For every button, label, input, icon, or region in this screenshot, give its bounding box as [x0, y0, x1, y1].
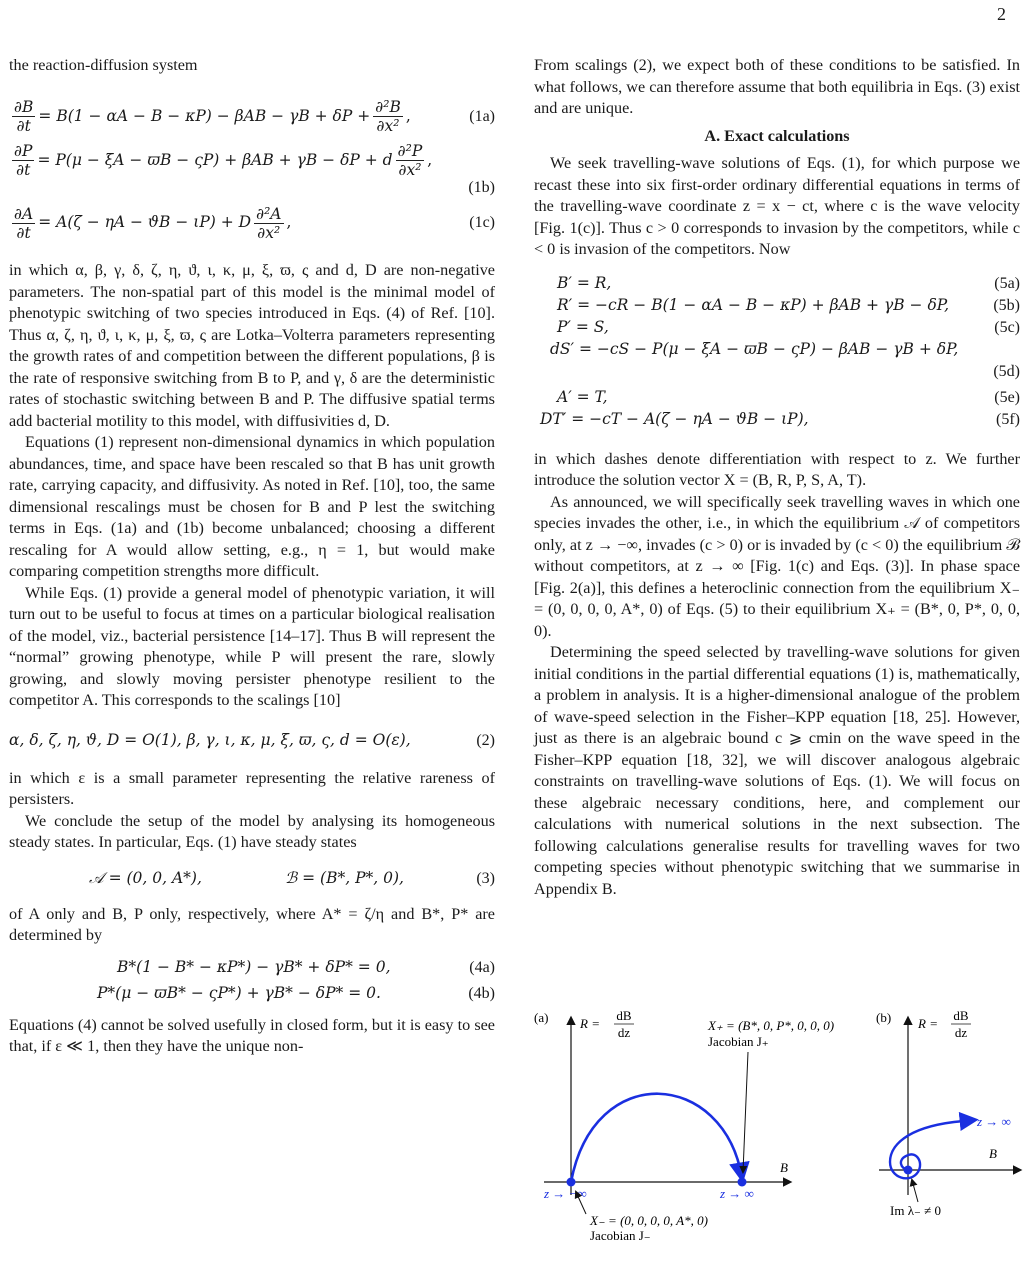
left-column [9, 55, 495, 1058]
panel-b-label: (b) [876, 1010, 892, 1025]
eq-5a: B′ = R, [557, 273, 612, 292]
page-number: 2 [997, 4, 1006, 24]
heteroclinic-orbit [571, 1094, 742, 1182]
eq-number: (5c) [994, 318, 1020, 336]
figure-2 [534, 1000, 1024, 1250]
frac-num-b: dB [953, 1008, 969, 1023]
paragraph: Equations (1) represent non-dimensional dynamics in which population abundances, time, and space have been rescaled so that B has unit growth rate, carrying capacity, and diffusivity. As noted in Ref. [10], too, the same dimensional rescalings must be chosen for B and P lest the switching terms in Eqs. (1a) and (1b) become unbalanced; choosing a different rescaling for A would allow setting, e.g., η = 1, but would make comparing competition strengths more difficult. [9, 433, 495, 580]
eq-5f: DT′ = −cT − A(ζ − ηA − ϑB − ιP), [540, 409, 809, 428]
eq-number: (5b) [993, 296, 1020, 314]
z-plus-label-b: z → ∞ [977, 1114, 1011, 1129]
x-minus-label: X₋ = (0, 0, 0, 0, A*, 0) [590, 1213, 708, 1228]
eq-5b: R′ = −cR − B(1 − αA − B − κP) + βAB + γB − δP, [557, 295, 949, 314]
eq-1a-number: (1a) [469, 107, 495, 125]
paragraph: in which ε is a small parameter representing the relative rareness of persisters. [9, 768, 495, 808]
paragraph: We seek travelling-wave solutions of Eqs. (1), for which purpose we recast these into six first-order ordinary differential equations in terms of the travelling-wave coordinate z = x − ct, where c is the wave velocity [Fig. 1(c)]. Thus c > 0 corresponds to invasion by the competitors, while c < 0 is invasion of the competitors. Now [534, 154, 1020, 258]
eq-1b-number: (1b) [468, 178, 495, 196]
eq-3-number: (3) [476, 869, 495, 887]
eq-1b: = P(μ − ξA − ϖB − ςP) + βAB + γB − δP + d [37, 150, 393, 169]
right-column [534, 55, 1020, 900]
eq-5e: A′ = T, [557, 387, 608, 406]
b-label-b: B [989, 1146, 997, 1161]
eq-number: (5d) [993, 362, 1020, 380]
eq-1c: = A(ζ − ηA − ϑB − ιP) + D [38, 213, 252, 232]
spiral-equilibrium [904, 1166, 913, 1175]
jacobian-minus-label: Jacobian J₋ [590, 1228, 651, 1243]
eq-1c-number: (1c) [469, 214, 495, 232]
frac-den-a: dz [617, 1025, 631, 1040]
jacobian-plus-label: Jacobian J₊ [708, 1034, 769, 1049]
z-plus-label: z → ∞ [720, 1186, 754, 1201]
paragraph: From scalings (2), we expect both of these conditions to be satisfied. In what follows, we can therefore assume that both equilibria in Eqs. (3) exist and are unique. [534, 56, 1020, 117]
paragraph: in which dashes denote differentiation with respect to z. We further introduce the solution vector X = (B, R, P, S, A, T). [534, 449, 1020, 489]
eq-3a: 𝒜 = (0, 0, A*), [89, 868, 202, 887]
eq-2: α, δ, ζ, η, ϑ, D = O(1), β, γ, ι, κ, μ, ξ, ϖ, ς, d = O(ε), [9, 730, 411, 749]
b-label-a: B [780, 1160, 788, 1175]
eq-4b-number: (4b) [468, 984, 495, 1002]
equation-1: $\frac{\partial B}{\partial t}$ = B(1 − αA − B − κP) − βAB − γB + δP + $\frac{\text{∂²B}}{\text{∂x²}}$ , (1a) $\frac{\partial P}{\partial t}$ = P(μ − ξA − ϖB − ςP) + βAB + γB − δP + d $\frac{\text{∂²P}}{\text{∂x²}}$ , (1b) $\frac{\partial A}{\partial t}$ = A(ζ − ηA − ϑB − ιP) + D $\frac{\text{∂²A}}{\text{∂x²}}$ , (1c) [9, 95, 495, 249]
paragraph: We conclude the setup of the model by analysing its homogeneous steady states. In particular, Eqs. (1) have steady states [9, 811, 495, 851]
r-label-a: R = [580, 1016, 600, 1031]
section-heading: A. Exact calculations [704, 126, 850, 145]
paragraph: As announced, we will specifically seek travelling waves in which one species invades the other, i.e., in which the equilibrium 𝒜 of competitors only, at z → −∞, invades (c > 0) or is invaded by (c < 0) the equilibrium ℬ without competitors, at z → ∞ [Fig. 1(c) and Eqs. (3)]. In phase space [Fig. 2(a)], this defines a heteroclinic connection from the equilibrium X₋ = (0, 0, 0, 0, A*, 0) of Eqs. (5) to their equilibrium X₊ = (B*, 0, P*, 0, 0, 0). [534, 492, 1020, 640]
eq-5c: P′ = S, [557, 317, 609, 336]
z-minus-label: z → −∞ [544, 1186, 587, 1201]
frac-den-b: dz [954, 1025, 968, 1040]
eq-number: (5e) [994, 388, 1020, 406]
im-lambda-pointer [912, 1180, 918, 1202]
eq-5d: dS′ = −cS − P(μ − ξA − ϖB − ςP) − βAB − γB + δP, [550, 339, 959, 358]
r-label-b: R = [918, 1016, 938, 1031]
im-lambda-label: Im λ₋ ≠ 0 [890, 1203, 941, 1218]
figure-svg [534, 1000, 1024, 1250]
eq-number: (5a) [994, 274, 1020, 292]
eq-3b: ℬ = (B*, P*, 0), [285, 868, 404, 887]
eq-4b: P*(μ − ϖB* − ςP*) + γB* − δP* = 0. [97, 983, 381, 1002]
frac-num-a: dB [616, 1008, 632, 1023]
eq-4a-number: (4a) [469, 958, 495, 976]
paragraph: in which α, β, γ, δ, ζ, η, ϑ, ι, κ, μ, ξ, ϖ, ς and d, D are non-negative parameters. The non-spatial part of this model is the minimal model of phenotypic switching of two species introduced in Eqs. (4) of Ref. [10]. Thus α, ζ, η, ϑ, ι, κ, μ, ξ, ϖ, ς are Lotka–Volterra parameters representing the growth rates of and competition between the different populations, β is the rate of responsive switching from B to P, and γ, δ are the deterministic rates of stochastic switching between B and P. The diffusive spatial terms add bacterial motility to this model, with diffusivities d, D. [9, 261, 495, 430]
eq-2-number: (2) [476, 731, 495, 749]
paragraph: Determining the speed selected by travelling-wave solutions for given initial conditions in the partial differential equations (1) is, mathematically, a problem in analysis. It is a higher-dimensional analogue of the problem of wave-speed selection in the Fisher–KPP equation [18, 25]. However, just as there is an algebraic bound c ⩾ cmin on the wave speed in the Fisher–KPP equation [18, 32], we will discover analogous algebraic constraints on travelling-wave solutions of Eqs. (1). We will focus on these algebraic necessary conditions, here, and complement our calculations with numerical solutions in the next subsection. The following calculations generalise results for travelling waves for two competing species without phenotypic switching that we summarise in Appendix B. [534, 643, 1020, 898]
panel-a-label: (a) [534, 1010, 549, 1025]
eq-4a: B*(1 − B* − κP*) − γB* + δP* = 0, [117, 957, 391, 976]
eq-1a: = B(1 − αA − B − κP) − βAB − γB + δP + [38, 106, 371, 125]
paragraph: Equations (4) cannot be solved usefully in closed form, but it is easy to see that, if ε ≪ 1, then they have the unique non- [9, 1015, 495, 1055]
eq-number: (5f) [996, 410, 1020, 428]
x-plus-pointer [743, 1052, 748, 1172]
x-plus-label: X₊ = (B*, 0, P*, 0, 0, 0) [708, 1018, 835, 1033]
paragraph: of A only and B, P only, respectively, where A* = ζ/η and B*, P* are determined by [9, 904, 495, 944]
paragraph: While Eqs. (1) provide a general model of phenotypic variation, it will turn out to be useful to focus at times on a particular biological realisation of the model, viz., bacterial persistence [14–17]. Thus B will represent the “normal” growing phenotype, while P will present the rare, slowly growing, and slowly moving persister phenotype resilient to the competitor A. This corresponds to the scalings [10] [9, 583, 495, 709]
equation-5 [534, 273, 1020, 431]
intro-text: the reaction-diffusion system [9, 56, 198, 74]
